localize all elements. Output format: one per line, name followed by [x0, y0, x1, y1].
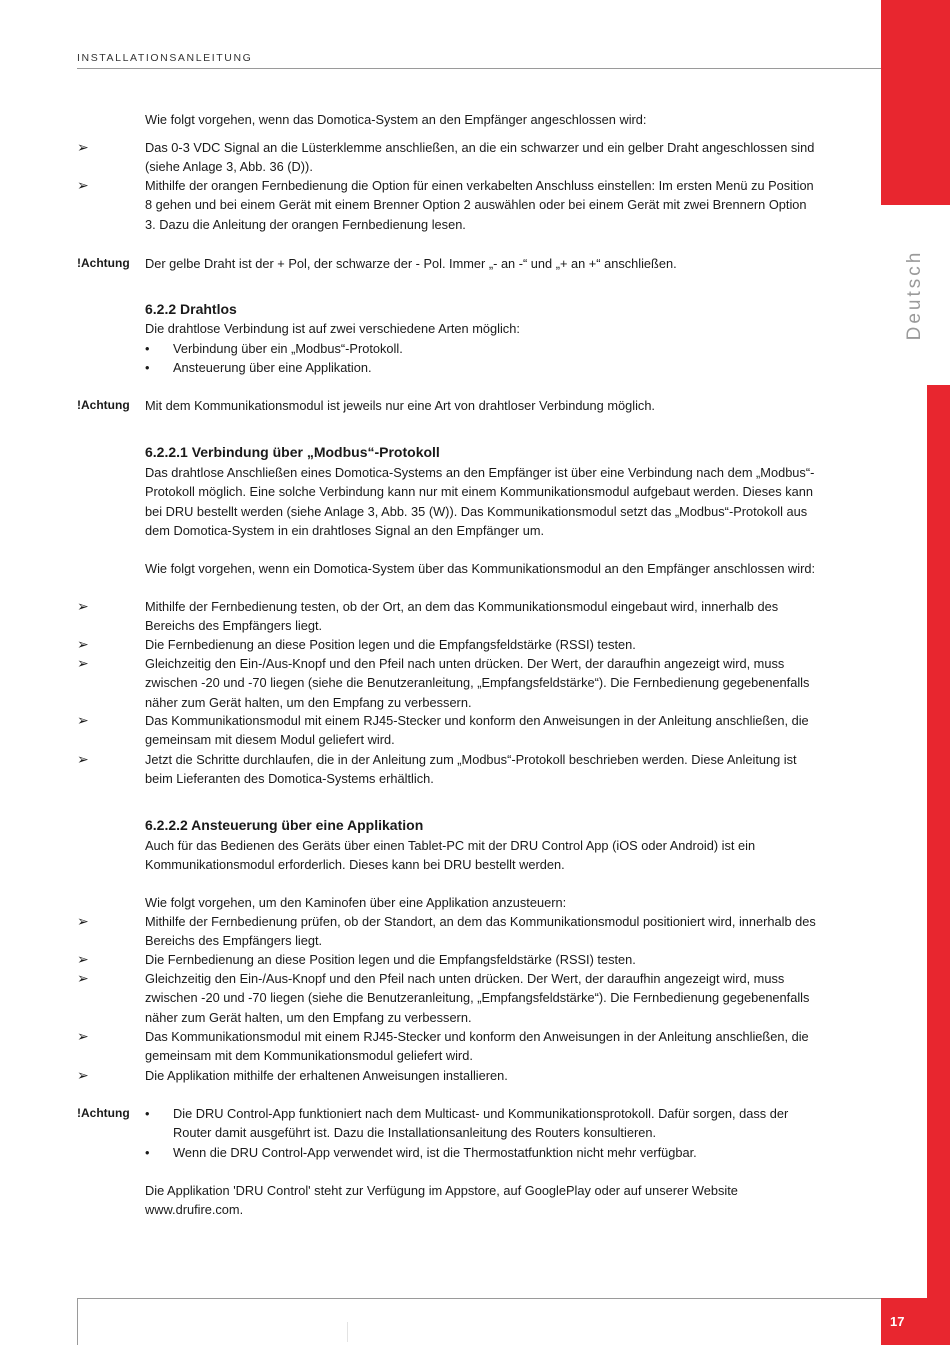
header-divider: [77, 68, 881, 69]
arrowhead-bullet-icon: ➢: [77, 598, 89, 614]
warning-label: !Achtung: [77, 256, 130, 270]
arrowhead-bullet-icon: ➢: [77, 655, 89, 671]
running-header: INSTALLATIONSANLEITUNG: [77, 52, 253, 64]
s3-step-5: Jetzt die Schritte durchlaufen, die in der Anleitung zum „Modbus“-Protokoll beschrieben werden. Diese Anleitung ist beim Lieferanten des Domotica-Systems erhältlich.: [145, 752, 797, 787]
s1-step-2: Mithilfe der orangen Fernbedienung die Option für einen verkabelten Anschluss einstellen: Im ersten Menü zu Position 8 gehen und bei einem Gerät mit einem Brenner Option 2 auswählen oder bei einem Gerät mit zwei Brennern Option 3. Dazu die Anleitung der orangen Fernbedienung lesen.: [145, 178, 814, 232]
s3-step-1: Mithilfe der Fernbedienung testen, ob der Ort, an dem das Kommunikationsmodul eingebaut wird, innerhalb des Bereichs des Empfängers liegt.: [145, 599, 779, 634]
arrowhead-bullet-icon: ➢: [77, 636, 89, 652]
s3-step-3: Gleichzeitig den Ein-/Aus-Knopf und den Pfeil nach unten drücken. Der Wert, der daraufhin angezeigt wird, muss zwischen -20 und -70 liegen (siehe die Benutzeranleitung, „Empfangsfeldstärke“). Die Fernbedienung gegebenenfalls näher zum Gerät halten, um den Empfang zu verbessern.: [145, 656, 810, 710]
arrowhead-bullet-icon: ➢: [77, 177, 89, 193]
arrowhead-bullet-icon: ➢: [77, 951, 89, 967]
arrowhead-bullet-icon: ➢: [77, 913, 89, 929]
dot-bullet-icon: •: [145, 341, 150, 356]
s1-step-1: Das 0-3 VDC Signal an die Lüsterklemme anschließen, an die ein schwarzer und ein gelber Draht angeschlossen sind (siehe Anlage 3, Abb. 36 (D)).: [145, 140, 815, 175]
s4-intro: Wie folgt vorgehen, um den Kaminofen über eine Applikation anzusteuern:: [145, 895, 567, 910]
footer-divider: [77, 1298, 881, 1299]
s3-paragraph: Das drahtlose Anschließen eines Domotica-Systems an den Empfänger ist über eine Verbindung nach dem „Modbus“-Protokoll möglich. Eine solche Verbindung kann nur mit einem Kommunikationsmodul aufgebaut werden. Dieses kann bei DRU bestellt werden (siehe Anlage 3, Abb. 35 (W)). Das Kommunikationsmodul setzt das „Modbus“-Protokoll aus dem Domotica-System in ein drahtloses Signal an den Empfänger um.: [145, 465, 815, 538]
dot-bullet-icon: •: [145, 1145, 150, 1160]
warning-label: !Achtung: [77, 1106, 130, 1120]
s1-warning: Der gelbe Draht ist der + Pol, der schwarze der - Pol. Immer „- an -“ und „+ an +“ anschließen.: [145, 256, 677, 271]
warning-label: !Achtung: [77, 398, 130, 412]
s2-intro: Die drahtlose Verbindung ist auf zwei verschiedene Arten möglich:: [145, 321, 520, 336]
footer-edge-line: [77, 1298, 78, 1345]
arrowhead-bullet-icon: ➢: [77, 970, 89, 986]
s4-warning-bullet-1: Die DRU Control-App funktioniert nach dem Multicast- und Kommunikationsprotokoll. Dafür sorgen, dass der Router damit ausgeführt ist. Dazu die Installationsanleitung des Routers konsultieren.: [173, 1106, 789, 1141]
s4-heading: 6.2.2.2 Ansteuerung über eine Applikation: [145, 817, 424, 833]
footer-mark: [347, 1322, 348, 1342]
s4-paragraph: Auch für das Bedienen des Geräts über einen Tablet-PC mit der DRU Control App (iOS oder Android) ist ein Kommunikationsmodul erforderlich. Dieses kann bei DRU bestellt werden.: [145, 838, 756, 873]
s3-step-4: Das Kommunikationsmodul mit einem RJ45-Stecker und konform den Anweisungen in der Anleitung anschließen, die gemeinsam mit diesem Modul geliefert wird.: [145, 713, 809, 748]
s2-warning: Mit dem Kommunikationsmodul ist jeweils nur eine Art von drahtloser Verbindung möglich.: [145, 398, 655, 413]
chapter-tab-bar: [927, 385, 950, 1298]
s4-step-4: Das Kommunikationsmodul mit einem RJ45-Stecker und konform den Anweisungen in der Anleitung anschließen, die gemeinsam mit dem Kommunikationsmodul geliefert wird.: [145, 1029, 809, 1064]
arrowhead-bullet-icon: ➢: [77, 712, 89, 728]
s4-step-5: Die Applikation mithilfe der erhaltenen Anweisungen installieren.: [145, 1068, 508, 1083]
s2-heading: 6.2.2 Drahtlos: [145, 301, 237, 317]
arrowhead-bullet-icon: ➢: [77, 1067, 89, 1083]
arrowhead-bullet-icon: ➢: [77, 1028, 89, 1044]
s3-step-2: Die Fernbedienung an diese Position legen und die Empfangsfeldstärke (RSSI) testen.: [145, 637, 636, 652]
dot-bullet-icon: •: [145, 360, 150, 375]
s4-step-3: Gleichzeitig den Ein-/Aus-Knopf und den Pfeil nach unten drücken. Der Wert, der daraufhin angezeigt wird, muss zwischen -20 und -70 liegen (siehe die Benutzeranleitung, „Empfangsfeldstärke“). Die Fernbedienung gegebenenfalls näher zum Gerät halten, um den Empfang zu verbessern.: [145, 971, 810, 1025]
s4-closing: Die Applikation 'DRU Control' steht zur Verfügung im Appstore, auf GooglePlay oder auf unserer Website www.drufire.com.: [145, 1183, 738, 1218]
language-tab-label: Deutsch: [904, 249, 925, 341]
dot-bullet-icon: •: [145, 1106, 150, 1121]
s3-heading: 6.2.2.1 Verbindung über „Modbus“-Protokoll: [145, 444, 440, 460]
page-number: 17: [881, 1298, 950, 1345]
s3-intro: Wie folgt vorgehen, wenn ein Domotica-System über das Kommunikationsmodul an den Empfänger anschlossen wird:: [145, 561, 816, 576]
s4-step-2: Die Fernbedienung an diese Position legen und die Empfangsfeldstärke (RSSI) testen.: [145, 952, 636, 967]
s4-step-1: Mithilfe der Fernbedienung prüfen, ob der Standort, an dem das Kommunikationsmodul positioniert wird, innerhalb des Bereichs des Empfängers liegt.: [145, 914, 816, 949]
s2-bullet-2: Ansteuerung über eine Applikation.: [173, 360, 372, 375]
chapter-tab-top: [881, 0, 950, 205]
s2-bullet-1: Verbindung über ein „Modbus“-Protokoll.: [173, 341, 403, 356]
s4-warning-bullet-2: Wenn die DRU Control-App verwendet wird, ist die Thermostatfunktion nicht mehr verfügbar.: [173, 1145, 697, 1160]
arrowhead-bullet-icon: ➢: [77, 139, 89, 155]
s1-intro: Wie folgt vorgehen, wenn das Domotica-System an den Empfänger angeschlossen wird:: [145, 112, 647, 127]
arrowhead-bullet-icon: ➢: [77, 751, 89, 767]
